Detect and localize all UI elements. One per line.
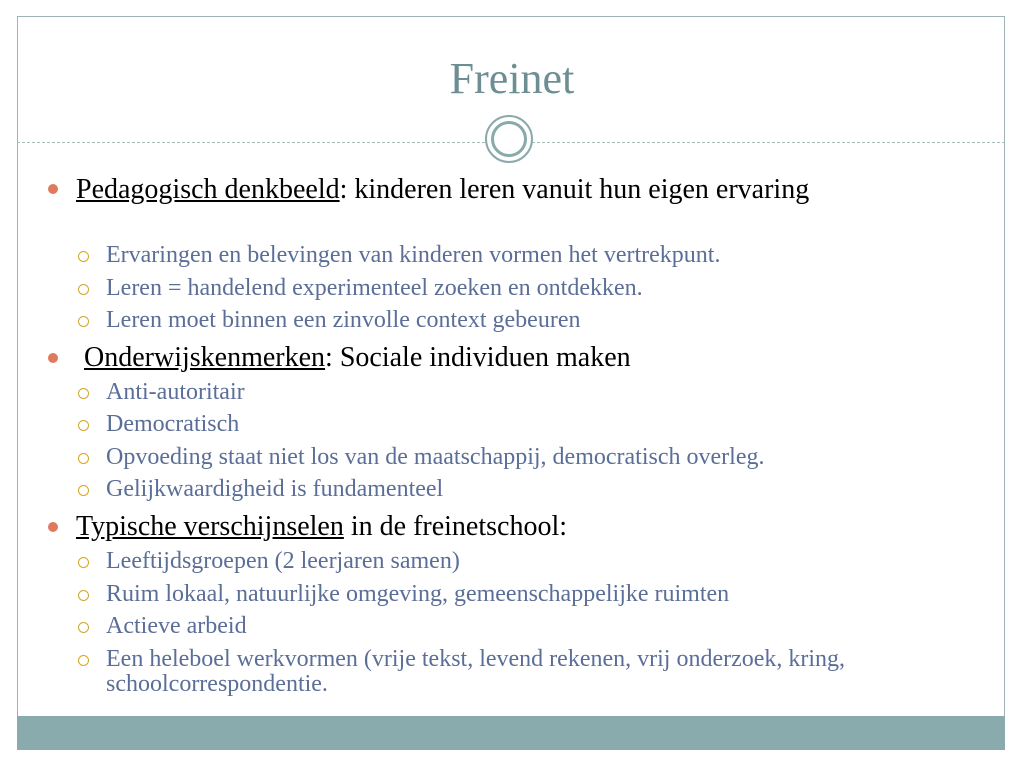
bullet-level2: Ruim lokaal, natuurlijke omgeving, gemeenschappelijke ruimten: [106, 581, 730, 607]
hollow-circle-bullet-icon: [78, 388, 89, 399]
filled-circle-bullet-icon: [48, 522, 58, 532]
bullet-level2: Leeftijdsgroepen (2 leerjaren samen): [106, 548, 460, 574]
hollow-circle-bullet-icon: [78, 557, 89, 568]
bullet-level2: Ervaringen en belevingen van kinderen vormen het vertrekpunt.: [106, 242, 721, 268]
hollow-circle-bullet-icon: [78, 316, 89, 327]
bullet-level2: Opvoeding staat niet los van de maatschappij, democratisch overleg.: [106, 444, 765, 470]
bullet-level2: Leren = handelend experimenteel zoeken en ontdekken.: [106, 275, 643, 301]
bullet-key-term: Pedagogisch denkbeeld: [76, 174, 340, 205]
hollow-circle-bullet-icon: [78, 655, 89, 666]
bullet-level2: Actieve arbeid: [106, 613, 247, 639]
bullet-text: : Sociale individuen maken: [325, 342, 631, 373]
hollow-circle-bullet-icon: [78, 420, 89, 431]
hollow-circle-bullet-icon: [78, 622, 89, 633]
hollow-circle-bullet-icon: [78, 251, 89, 262]
bullet-level2: Leren moet binnen een zinvolle context gebeuren: [106, 307, 581, 333]
bullet-level2: Anti-autoritair: [106, 379, 245, 405]
filled-circle-bullet-icon: [48, 184, 58, 194]
bullet-level2: Gelijkwaardigheid is fundamenteel: [106, 476, 444, 502]
bullet-key-term: Onderwijskenmerken: [84, 342, 326, 373]
hollow-circle-bullet-icon: [78, 284, 89, 295]
bullet-key-term: Typische verschijnselen: [76, 511, 344, 542]
bullet-level1-pedagogisch: [76, 175, 936, 205]
slide-title: Freinet: [449, 54, 575, 103]
hollow-circle-bullet-icon: [78, 590, 89, 601]
filled-circle-bullet-icon: [48, 353, 58, 363]
bullet-level1-onderwijs: [84, 343, 944, 373]
bullet-text: in de freinetschool:: [343, 511, 568, 542]
bullet-level2: Democratisch: [106, 411, 240, 437]
bullet-level1-typische: [76, 512, 936, 542]
bullet-level2: Een heleboel werkvormen (vrije tekst, levend rekenen, vrij onderzoek, kring, schoolcorrespondentie.: [106, 646, 846, 697]
bullet-text: : kinderen leren vanuit hun eigen ervaring: [339, 174, 810, 205]
hollow-circle-bullet-icon: [78, 453, 89, 464]
hollow-circle-bullet-icon: [78, 485, 89, 496]
